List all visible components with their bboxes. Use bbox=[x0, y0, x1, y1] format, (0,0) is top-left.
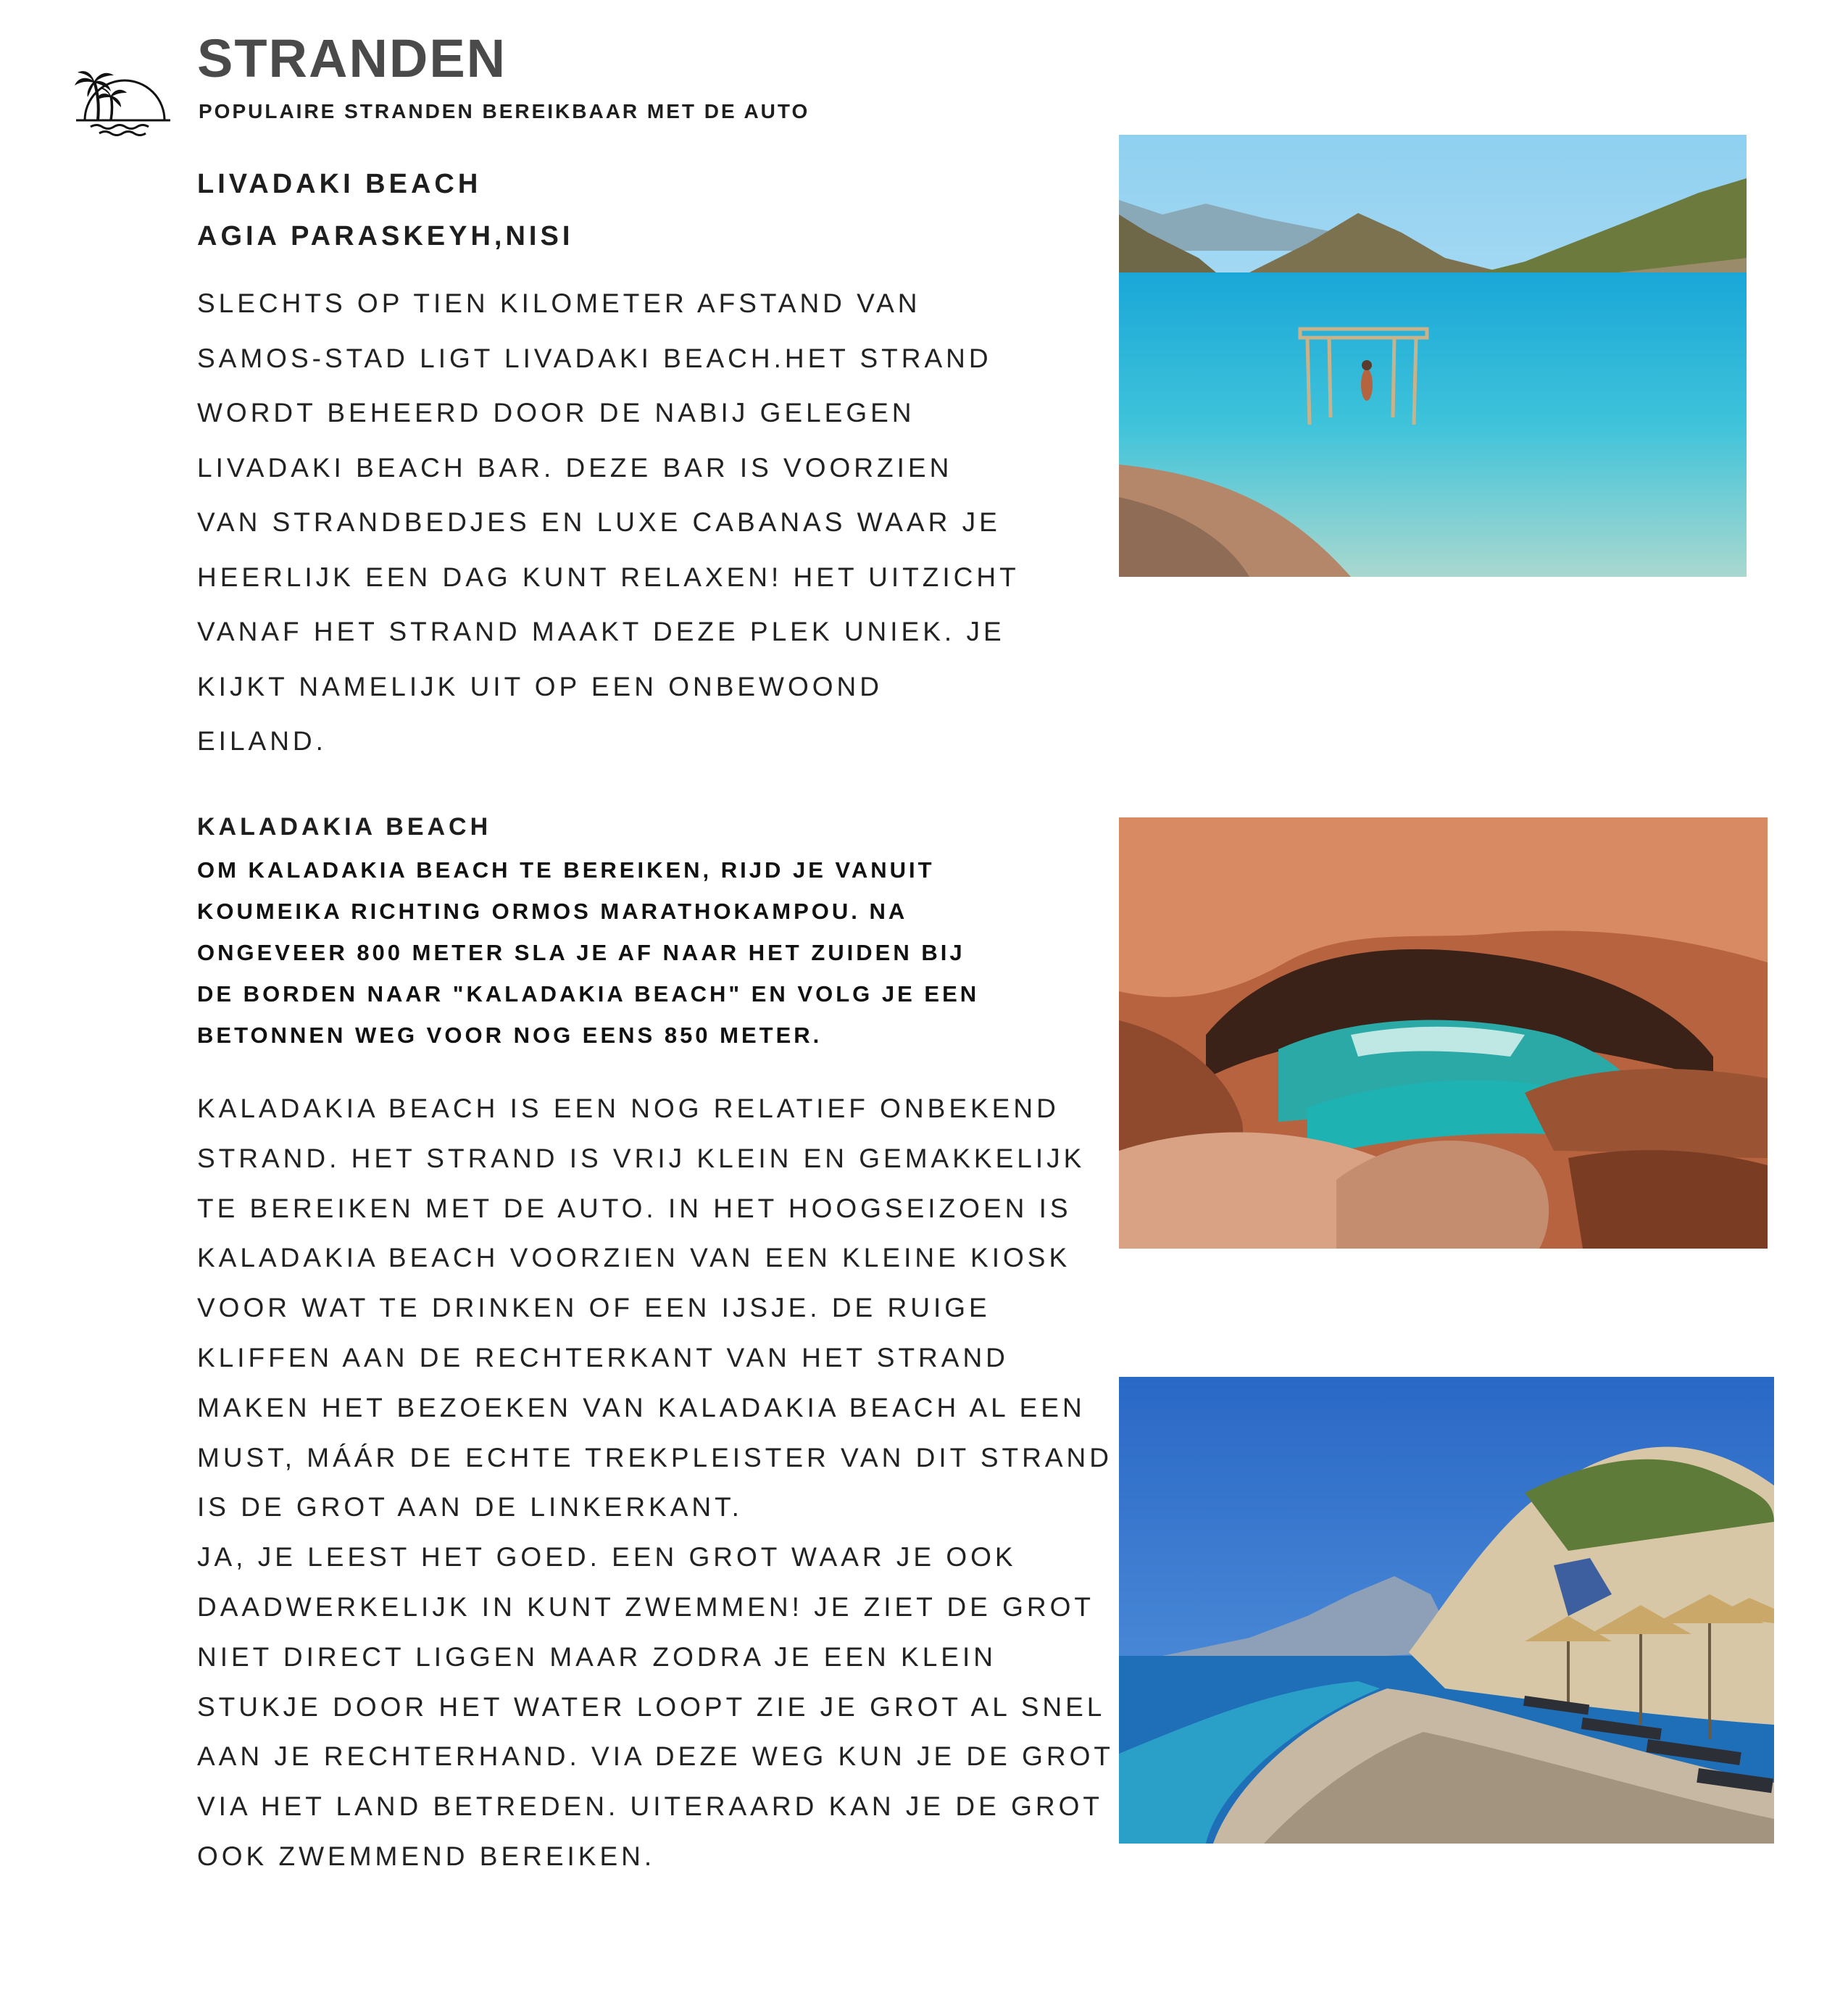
text-line: OOK ZWEMMEND BEREIKEN. bbox=[197, 1841, 656, 1871]
text-line: KLIFFEN AAN DE RECHTERKANT VAN HET STRAND bbox=[197, 1342, 1009, 1373]
route-line: ONGEVEER 800 METER SLA JE AF NAAR HET ZUIDEN BIJ bbox=[197, 940, 965, 965]
page-title: STRANDEN bbox=[197, 28, 507, 88]
livadaki-title: LIVADAKI BEACH bbox=[197, 169, 482, 199]
text-line: MAKEN HET BEZOEKEN VAN KALADAKIA BEACH AL EEN bbox=[197, 1392, 1086, 1423]
page-subtitle: POPULAIRE STRANDEN BEREIKBAAR MET DE AUTO bbox=[199, 100, 810, 122]
text-line: STRAND. HET STRAND IS VRIJ KLEIN EN GEMAKKELIJK bbox=[197, 1143, 1086, 1173]
text-line: MUST, MÁÁR DE ECHTE TREKPLEISTER VAN DIT STRAND bbox=[197, 1442, 1112, 1473]
text-line: IS DE GROT AAN DE LINKERKANT. bbox=[197, 1492, 743, 1523]
text-line: AAN JE RECHTERHAND. VIA DEZE WEG KUN JE DE GROT bbox=[197, 1741, 1114, 1772]
text-line: KIJKT NAMELIJK UIT OP EEN ONBEWOOND bbox=[197, 671, 883, 701]
text-line: HEERLIJK EEN DAG KUNT RELAXEN! HET UITZICHT bbox=[197, 562, 1020, 592]
livadaki-description bbox=[197, 276, 1052, 769]
text-line: TE BEREIKEN MET DE AUTO. IN HET HOOGSEIZOEN IS bbox=[197, 1193, 1072, 1223]
text-line: EILAND. bbox=[197, 726, 327, 756]
kaladakia-route bbox=[197, 849, 1052, 1056]
text-line: VOOR WAT TE DRINKEN OF EEN IJSJE. DE RUIGE bbox=[197, 1293, 991, 1323]
route-line: DE BORDEN NAAR "KALADAKIA BEACH" EN VOLG JE EEN bbox=[197, 981, 980, 1007]
text-line: NIET DIRECT LIGGEN MAAR ZODRA JE EEN KLEIN bbox=[197, 1641, 996, 1672]
text-line: WORDT BEHEERD DOOR DE NABIJ GELEGEN bbox=[197, 398, 915, 428]
kaladakia-cave-photo bbox=[1119, 817, 1768, 1249]
text-line: KALADAKIA BEACH IS EEN NOG RELATIEF ONBEKEND bbox=[197, 1094, 1060, 1123]
route-line: KOUMEIKA RICHTING ORMOS MARATHOKAMPOU. NA bbox=[197, 899, 908, 924]
kaladakia-beach-photo bbox=[1119, 1377, 1774, 1844]
text-line: DAADWERKELIJK IN KUNT ZWEMMEN! JE ZIET DE GROT bbox=[197, 1591, 1094, 1622]
livadaki-location: AGIA PARASKEYH,NISI bbox=[197, 221, 574, 251]
text-line: SLECHTS OP TIEN KILOMETER AFSTAND VAN bbox=[197, 288, 921, 318]
text-line: JA, JE LEEST HET GOED. EEN GROT WAAR JE OOK bbox=[197, 1542, 1017, 1573]
text-line: VIA HET LAND BETREDEN. UITERAARD KAN JE DE GROT bbox=[197, 1791, 1103, 1822]
text-line: LIVADAKI BEACH BAR. DEZE BAR IS VOORZIEN bbox=[197, 452, 953, 483]
route-line: BETONNEN WEG VOOR NOG EENS 850 METER. bbox=[197, 1023, 823, 1048]
text-line: KALADAKIA BEACH VOORZIEN VAN EEN KLEINE KIOSK bbox=[197, 1243, 1071, 1273]
text-line: STUKJE DOOR HET WATER LOOPT ZIE JE GROT AL SNEL bbox=[197, 1691, 1106, 1722]
text-line: SAMOS-STAD LIGT LIVADAKI BEACH.HET STRAND bbox=[197, 343, 992, 373]
kaladakia-title: KALADAKIA BEACH bbox=[197, 813, 492, 841]
livadaki-beach-photo bbox=[1119, 135, 1747, 577]
kaladakia-description bbox=[197, 1084, 1114, 1882]
text-line: VANAF HET STRAND MAAKT DEZE PLEK UNIEK. JE bbox=[197, 617, 1005, 646]
palm-sunset-logo-icon bbox=[69, 54, 178, 139]
text-line: VAN STRANDBEDJES EN LUXE CABANAS WAAR JE bbox=[197, 507, 1001, 537]
route-line: OM KALADAKIA BEACH TE BEREIKEN, RIJD JE VANUIT bbox=[197, 857, 935, 883]
